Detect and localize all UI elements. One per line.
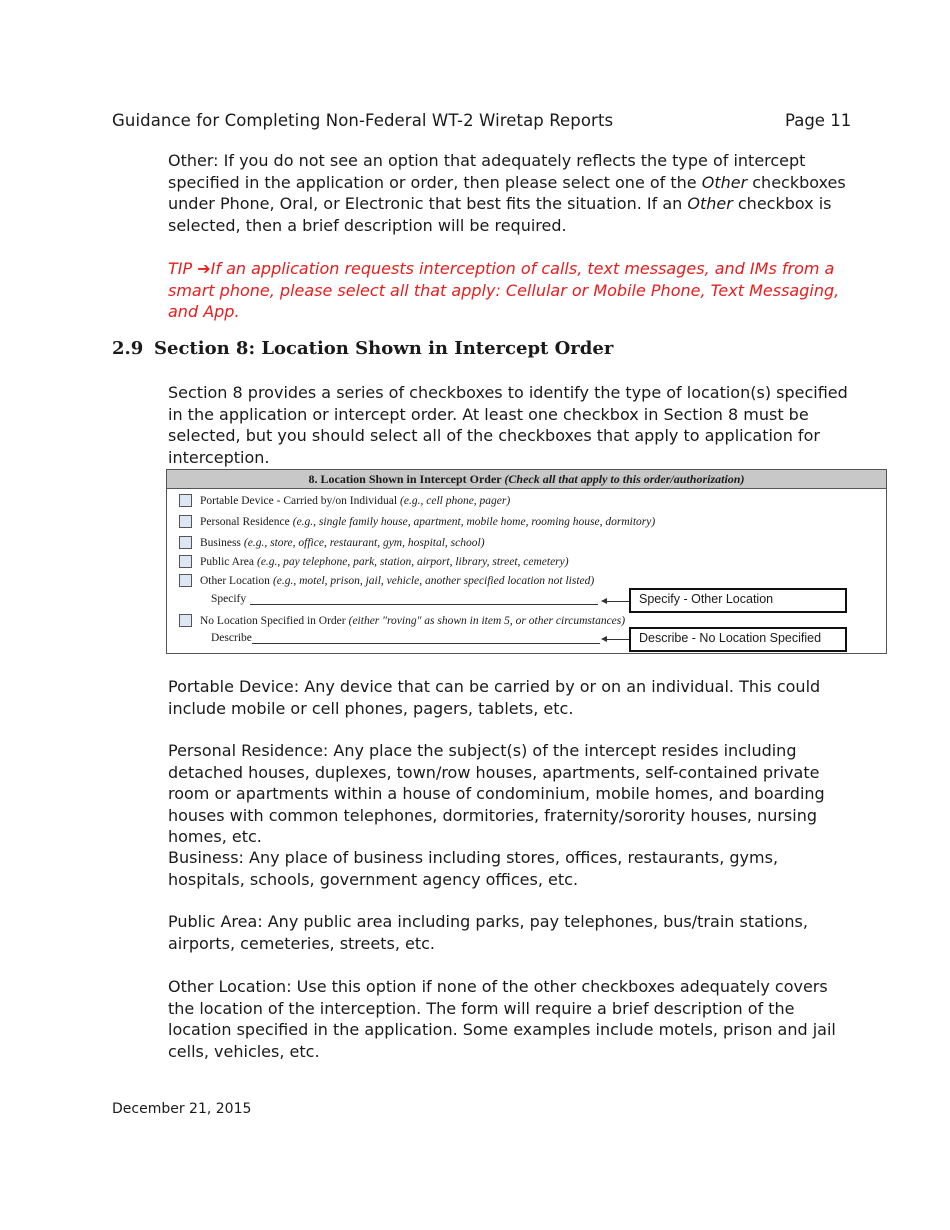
checkbox[interactable] [179,614,192,627]
checkbox[interactable] [179,515,192,528]
definition-other-location: Other Location: Use this option if none of the other checkboxes adequately covers the location of the interception. The form will require a brief description of the location specified in the application. Some examples include motels, prison and jail cells, vehicles, etc. [168,977,836,1061]
describe-field: Describe [211,632,600,644]
tip-label: TIP [168,259,193,278]
form-option-other-location: Other Location (e.g., motel, prison, jail, vehicle, another specified location not listed) [179,574,594,587]
form-option-personal-residence: Personal Residence (e.g., single family house, apartment, mobile home, rooming house, dormitory) [179,515,655,528]
tip-arrow-icon: ➔ [197,259,211,278]
checkbox[interactable] [179,494,192,507]
callout-specify: Specify - Other Location [629,588,847,613]
definition-portable-device: Portable Device: Any device that can be carried by or on an individual. This could include mobile or cell phones, pagers, tablets, etc. [168,677,821,718]
definition-personal-residence: Personal Residence: Any place the subject(s) of the intercept resides including detached houses, duplexes, town/row houses, apartments, self-contained private room or apartments within a house of condominium, mobile homes, and boarding houses with common telephones, dormitories, fraternity/sorority houses, nursing homes, etc. [168,741,825,846]
callout-describe: Describe - No Location Specified [629,627,847,652]
location-form-excerpt [166,469,887,654]
tip-paragraph: TIP ➔If an application requests interception of calls, text messages, and IMs from a smart phone, please select all that apply: Cellular or Mobile Phone, Text Messaging, and App. [168,259,840,321]
arrowhead-icon [601,636,607,642]
page-number: Page 11 [785,111,852,130]
footer-date: December 21, 2015 [112,1101,252,1117]
checkbox[interactable] [179,555,192,568]
other-paragraph: Other: If you do not see an option that adequately reflects the type of intercept specified in the application or order, then please select one of the Other checkboxes under Phone, Oral, or Electronic that best fits the situation. If an Other checkbox is selected, then a brief description will be required. [168,151,846,235]
checkbox[interactable] [179,574,192,587]
checkbox[interactable] [179,536,192,549]
form-header: 8. Location Shown in Intercept Order (Check all that apply to this order/authorization) [167,470,886,489]
definition-business: Business: Any place of business including stores, offices, restaurants, gyms, hospitals, schools, government agency offices, etc. [168,848,779,889]
form-option-public-area: Public Area (e.g., pay telephone, park, station, airport, library, street, cemetery) [179,555,569,568]
document-header-title: Guidance for Completing Non-Federal WT-2 Wiretap Reports [112,111,614,130]
section-heading: 2.9 Section 8: Location Shown in Intercept Order [112,338,614,359]
describe-line[interactable] [252,632,600,644]
specify-arrow [607,601,629,602]
definition-public-area: Public Area: Any public area including parks, pay telephones, bus/train stations, airports, cemeteries, streets, etc. [168,912,808,953]
section-intro: Section 8 provides a series of checkboxes to identify the type of location(s) specified in the application or intercept order. At least one checkbox in Section 8 must be selected, but you should select all of the checkboxes that apply to application for interception. [168,383,848,467]
specify-field: Specify [211,593,598,605]
form-option-portable-device: Portable Device - Carried by/on Individual (e.g., cell phone, pager) [179,494,510,507]
specify-line[interactable] [250,593,598,605]
form-option-business: Business (e.g., store, office, restaurant, gym, hospital, school) [179,536,485,549]
form-option-no-location: No Location Specified in Order (either "roving" as shown in item 5, or other circumstances) [179,614,625,627]
describe-arrow [607,639,629,640]
arrowhead-icon [601,598,607,604]
